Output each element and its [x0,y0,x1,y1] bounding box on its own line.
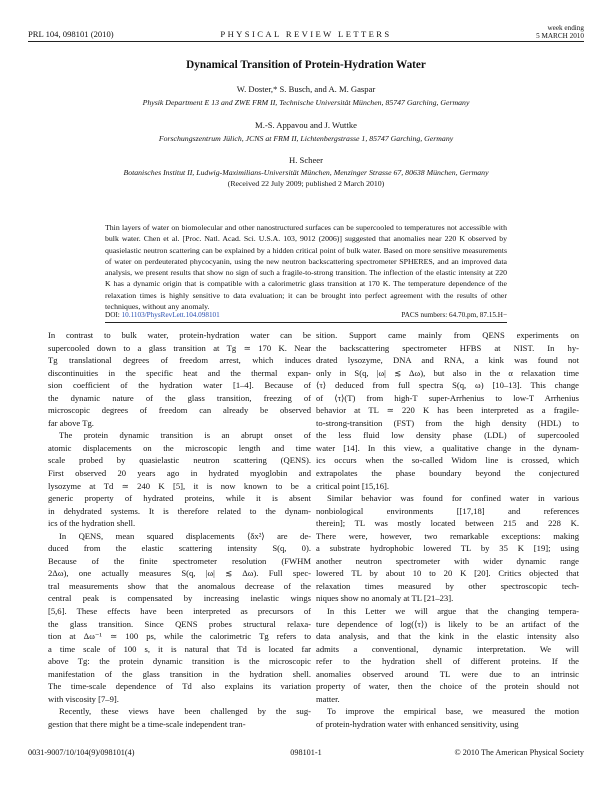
header-rule [28,41,584,42]
text-line: ⟨τ⟩ deduced from full spectra S(q, ω) [10–13]. This change [316,380,579,391]
text-line: lowered TL by about 10 to 20 K [20]. Critics objected that [316,568,579,579]
text-line: To improve the empirical base, we measured the motion [327,706,579,717]
doi-pacs-line [105,311,507,319]
text-line: microscopic degrees of freedom can already be observed [48,405,311,416]
footer-page-number: 098101-1 [290,748,322,757]
text-line: only in S(q, |ω| ≲ Δω), but also in the α relaxation time [316,367,579,378]
text-line: manifestation of the glass transition in the hydration shell. [48,668,311,679]
text-line: In this Letter we will argue that the changing tempera- [327,606,579,617]
journal-name: PHYSICAL REVIEW LETTERS [220,29,392,39]
text-line: a time scale of 100 s, it is natural that Td is located far [48,643,311,654]
text-line: critical point [15,16]. [316,480,390,491]
text-line: lysozyme at Td ≃ 240 K [5], it is now known to be a [48,480,311,491]
text-line: niques show no anomaly at TL [21–23]. [316,593,454,604]
pacs-numbers: PACS numbers: 64.70.pm, 87.15.H− [401,311,507,319]
text-line: The time-scale dependence of Td also explains its variation [48,681,311,692]
authors-group-1: W. Doster,* S. Busch, and A. M. Gaspar [236,84,376,94]
text-line: behavior at TL ≃ 220 K has been interpreted as a fragile- [316,405,579,416]
text-line: There were, however, two remarkable exceptions: making [316,530,579,541]
text-line: tion at Δω⁻¹ ≃ 100 ps, while the calorimetric Tg refers to [48,631,311,642]
text-line: duced from the elastic scattering intensity S(q, 0). [48,543,311,554]
authors-group-3: H. Scheer [289,155,323,165]
text-line: therein]; TL was mostly located between 215 and 228 K. [316,518,579,529]
week-date: 5 MARCH 2010 [536,32,584,41]
text-line: water [14]. In this view, a qualitative change in the dynam- [316,442,579,453]
text-line: matter. [316,693,340,704]
text-line: a substrate hydrophobic lowered TL by 35 K [19]; using [316,543,579,554]
paper-title: Dynamical Transition of Protein-Hydration Water [186,59,426,71]
doi-label: DOI: [105,311,120,319]
text-line: Recently, these views have been challenged by the sug- [59,706,311,717]
footer-issn: 0031-9007/10/104(9)/098101(4) [28,748,135,757]
text-line: with viscosity [7–9]. [48,693,119,704]
text-line: Because of the finite spectrometer resolution (FWHM [48,555,311,566]
text-line: sion coefficient of the hydration water [1–4]. Because of [48,380,311,391]
journal-reference: PRL 104, 098101 (2010) [28,29,114,39]
left-column [48,329,311,731]
text-line: the less fluid low density phase (LDL) of supercooled [316,430,579,441]
text-line: First observed 20 years ago in hydrated myoglobin and [48,468,311,479]
text-line: another neutron spectrometer with wider dynamic range [316,555,579,566]
text-line: nonbiological environments [[17,18] and references [316,505,579,516]
text-line: gestion that there might be a time-scale independent tran- [48,718,246,729]
text-line: above Tg: the protein dynamic transition is the microscopic [48,656,311,667]
text-line: The protein dynamic transition is an abrupt onset of [59,430,311,441]
received-dates: (Received 22 July 2009; published 2 March 2010) [227,179,385,188]
text-line: ics occurs when the so-called Widom line is crossed, which [316,455,579,466]
week-label: week ending [547,24,584,32]
issue-date [536,24,584,40]
affiliation-1: Physik Department E 13 and ZWE FRM II, Technische Universität München, 85747 Garching, Germany [142,98,470,107]
text-line: discontinuities in the specific heat and the thermal expan- [48,367,311,378]
text-line: ture dependence of log(⟨τ⟩) is likely to be an artifact of the [316,618,579,629]
text-line: 2Δω), one actually measures S(q, |ω| ≲ Δω). Full spec- [48,568,311,579]
text-line: in dehydrated systems. It is therefore related to the dynam- [48,505,311,516]
right-column [316,329,579,731]
text-line: of ⟨τ⟩(T) from high-T super-Arrhenius to low-T Arrhenius [316,392,579,403]
text-line: admits a conventional, dynamic interpretation. We will [316,643,579,654]
text-line: atomic displacements on the microscopic length and time [48,442,311,453]
abstract-rule [105,322,507,323]
authors-group-2: M.-S. Appavou and J. Wuttke [255,120,357,130]
text-line: tral measurements show that the anomalous decrease of the [48,580,311,591]
text-line: In QENS, mean squared displacements ⟨δx²⟩ are de- [59,530,311,541]
text-line: drated lysozyme, DNA and RNA, a kink was found not [316,355,579,366]
text-line: far above Tg. [48,417,94,428]
text-line: [5,6]. These effects have been interpreted as precursors of [48,606,311,617]
text-line: refer to the hydration shell of different proteins. If the [316,656,579,667]
text-line: relaxation times measured by other spectroscopic tech- [316,580,579,591]
text-line: supercooled down to a glass transition at Tg ≃ 170 K. Near [48,342,311,353]
text-line: extrapolates the phase boundary beyond the conjectured [316,468,579,479]
text-line: ics of the hydration shell. [48,518,136,529]
text-line: the backscattering spectrometer HFBS at NIST. In hy- [316,342,579,353]
text-line: Similar behavior was found for confined water in various [327,493,579,504]
text-line: of protein-hydration water with enhanced sensitivity, using [316,718,519,729]
text-line: Tg translational degrees of freedom arrest, which induces [48,355,311,366]
text-line: anomalies observed around TL were due to an intrinsic [316,668,579,679]
text-line: to-strong-transition (FST) from the high density (HDL) to [316,417,579,428]
text-line: the dynamic nature of the glass transition, freezing of [48,392,311,403]
text-line: property of water, then the choice of the protein should not [316,681,579,692]
affiliation-2: Forschungszentrum Jülich, JCNS at FRM II, Lichtenbergstrasse 1, 85747 Garching, Germany [158,134,454,143]
text-line: data analysis, and that the kink in the elastic intensity also [316,631,579,642]
abstract: Thin layers of water on biomolecular and other nanostructured surfaces can be supercooled to temperatures not accessible with bulk water. Chen et al. [Proc. Natl. Acad. Sci. U.S.A. 103, 9012 (2006)] suggested that anomalies near 220 K observed by quasielastic neutron scattering can be explained by a hidden critical point of bulk water. Based on more sensitive measurements of water on perdeuterated phycocyanin, using the new neutron backscattering spectrometer SPHERES, and an improved data analysis, we present results that show no sign of such a fragile-to-strong transition. The inflection of the elastic intensity at 220 K has a dynamic origin that is compatible with a calorimetric glass transition at 170 K. The temperature dependence of the relaxation times is highly sensitive to data evaluation; it can be brought into perfect agreement with the results of other techniques, without any anomaly. [105,223,507,312]
text-line: sition. Support came mainly from QENS experiments on [316,330,579,340]
text-line: the glass transition. Since QENS probes structural relaxa- [48,618,311,629]
text-line: generic property of hydrated proteins, while it is absent [48,493,311,504]
affiliation-3: Botanisches Institut II, Ludwig-Maximilians-Universität München, Menzinger Strasse 67, 80638 München, Germany [123,168,489,177]
doi-link[interactable]: 10.1103/PhysRevLett.104.098101 [121,311,220,319]
text-line: scale probed by quasielastic neutron scattering (QENS). [48,455,311,466]
text-line: In contrast to bulk water, protein-hydration water can be [48,330,311,340]
footer-copyright: © 2010 The American Physical Society [454,748,584,757]
text-line: central peak is compensated by increasing inelastic wings [48,593,311,604]
